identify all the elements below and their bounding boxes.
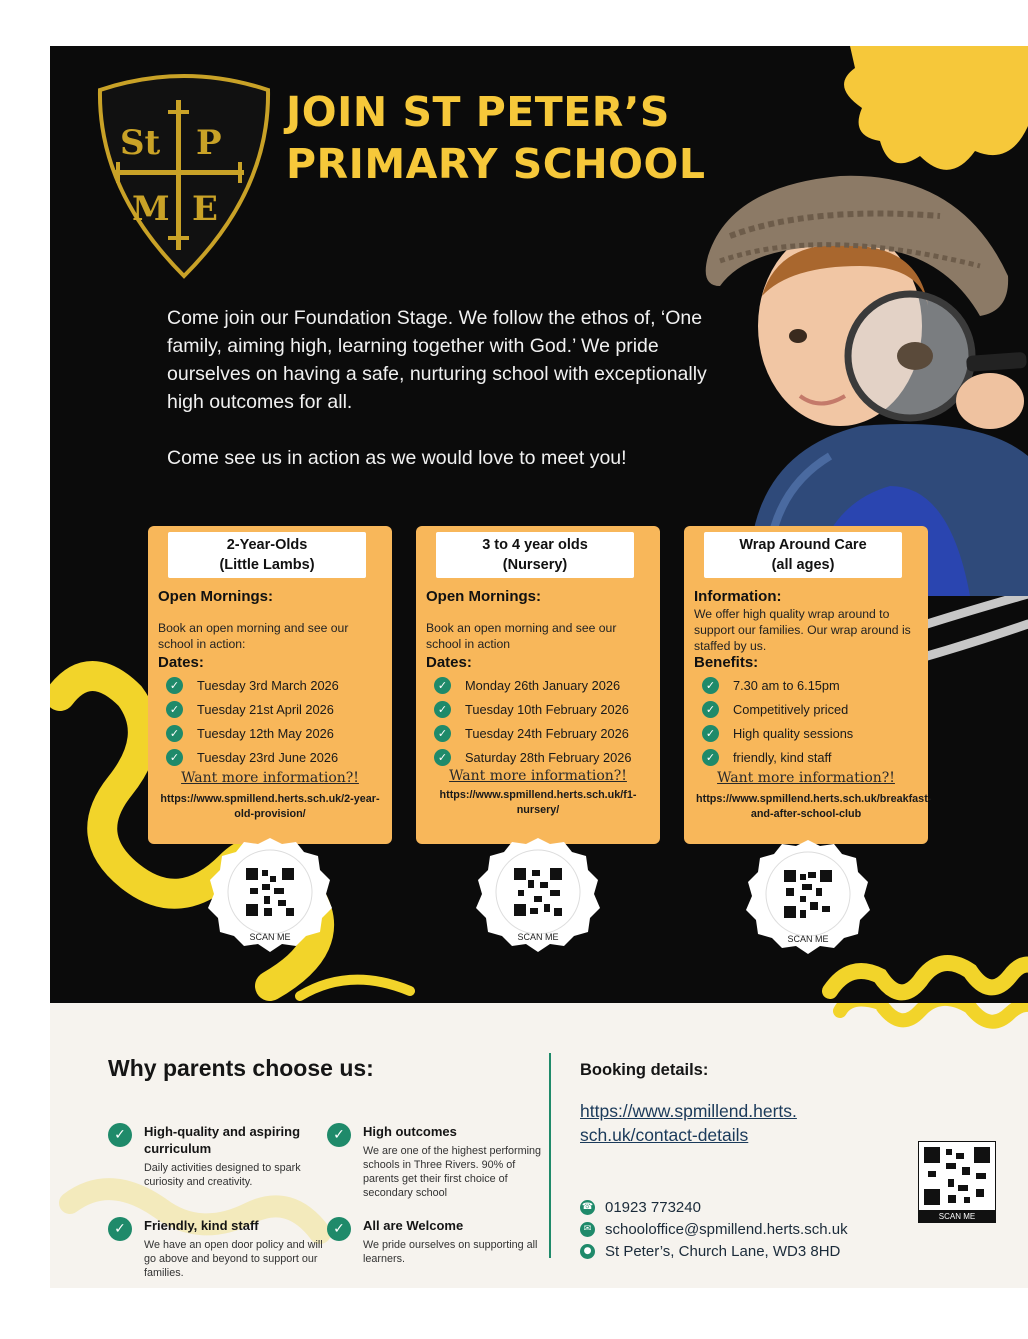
check-icon: ✓	[702, 749, 719, 766]
check-icon: ✓	[166, 677, 183, 694]
card-list-title: Benefits:	[694, 654, 759, 671]
scan-me-label: SCAN ME	[249, 932, 291, 942]
card-title-line-2: (Nursery)	[502, 557, 568, 573]
phone-row[interactable]	[580, 1199, 910, 1216]
list-item: ✓ friendly, kind staff	[702, 745, 853, 769]
card-section-title: Information:	[694, 588, 782, 605]
feature-text: We pride ourselves on supporting all learners.	[363, 1239, 538, 1265]
check-icon: ✓	[166, 701, 183, 718]
location-pin-icon: ●	[580, 1244, 595, 1259]
email-row[interactable]	[580, 1221, 910, 1238]
feature-title: Friendly, kind staff	[144, 1218, 259, 1233]
feature-welcome	[333, 1217, 543, 1266]
check-icon: ✓	[327, 1217, 351, 1241]
title-line-2: PRIMARY SCHOOL	[286, 140, 706, 188]
svg-text:St: St	[120, 123, 161, 163]
more-info-link[interactable]: Want more information?!	[717, 770, 895, 786]
card-section-title: Open Mornings:	[158, 588, 273, 605]
qr-badge-nursery[interactable]	[468, 836, 608, 956]
card-url-link[interactable]: https://www.spmillend.herts.sch.uk/breakfast-and-after-school-club	[696, 793, 932, 820]
more-info-link[interactable]: Want more information?!	[449, 768, 627, 784]
title-line-1: JOIN ST PETER’S	[286, 88, 670, 136]
email-address: schooloffice@spmillend.herts.sch.uk	[605, 1221, 848, 1238]
check-icon: ✓	[702, 725, 719, 742]
feature-title: High-quality and aspiring curriculum	[144, 1124, 301, 1156]
phone-number: 01923 773240	[605, 1199, 701, 1216]
check-icon: ✓	[434, 701, 451, 718]
address-row	[580, 1243, 910, 1260]
poster	[50, 46, 1028, 1288]
card-header	[704, 532, 902, 578]
qr-badge-wrap-around-care[interactable]	[738, 838, 878, 958]
contact-details-link[interactable]: https://www.spmillend.herts. sch.uk/contact-details	[580, 1101, 797, 1145]
card-section-title: Open Mornings:	[426, 588, 541, 605]
card-header	[436, 532, 634, 578]
check-icon: ✓	[702, 701, 719, 718]
check-icon: ✓	[434, 749, 451, 766]
card-list-title: Dates:	[426, 654, 472, 671]
check-icon: ✓	[434, 725, 451, 742]
feature-text: Daily activities designed to spark curiosity and creativity.	[144, 1162, 301, 1188]
list-item: ✓ Tuesday 12th May 2026	[166, 721, 339, 745]
card-description: We offer high quality wrap around to support our families. Our wrap around is staffed by us.	[694, 607, 911, 653]
info-section	[50, 1003, 1028, 1288]
check-icon: ✓	[434, 677, 451, 694]
list-item: ✓ 7.30 am to 6.15pm	[702, 673, 853, 697]
intro-text	[167, 304, 727, 472]
more-info-link[interactable]: Want more information?!	[181, 770, 359, 786]
card-title-line-1: 3 to 4 year olds	[482, 537, 588, 553]
booking-qr-code[interactable]	[918, 1141, 996, 1225]
card-title-line-2: (Little Lambs)	[219, 557, 315, 573]
svg-text:P: P	[196, 123, 222, 163]
card-description: Book an open morning and see our school in action:	[158, 621, 349, 651]
email-icon: ✉	[580, 1222, 595, 1237]
feature-staff	[114, 1217, 324, 1280]
page-title	[286, 86, 705, 190]
intro-paragraph-1: Come join our Foundation Stage. We follow the ethos of, ‘One family, aiming high, learning together with God.’ We pride ourselves on having a safe, nurturing school with exceptionally high outcomes for all.	[167, 307, 707, 413]
intro-paragraph-2: Come see us in action as we would love to meet you!	[167, 447, 627, 469]
list-item: ✓ Tuesday 21st April 2026	[166, 697, 339, 721]
list-item: ✓ Tuesday 10th February 2026	[434, 697, 631, 721]
qr-badge-two-year-olds[interactable]	[200, 836, 340, 956]
card-list-title: Dates:	[158, 654, 204, 671]
card-header	[168, 532, 366, 578]
list-item: ✓ Tuesday 24th February 2026	[434, 721, 631, 745]
feature-outcomes	[333, 1123, 543, 1200]
svg-text:E: E	[192, 189, 218, 229]
benefits-list	[702, 673, 853, 769]
check-icon: ✓	[702, 677, 719, 694]
feature-text: We have an open door policy and will go above and beyond to support our families.	[144, 1239, 323, 1279]
card-title-line-2: (all ages)	[771, 557, 835, 573]
card-url-link[interactable]: https://www.spmillend.herts.sch.uk/f1-nursery/	[439, 789, 637, 816]
list-item: ✓ Monday 26th January 2026	[434, 673, 631, 697]
booking-title: Booking details:	[580, 1061, 709, 1079]
scan-me-label: SCAN ME	[787, 934, 829, 944]
scan-me-label: SCAN ME	[517, 932, 559, 942]
list-item: ✓ Saturday 28th February 2026	[434, 745, 631, 769]
scan-me-label: SCAN ME	[918, 1211, 996, 1223]
school-crest-logo	[94, 70, 274, 282]
card-two-year-olds	[148, 526, 392, 844]
list-item: ✓ Competitively priced	[702, 697, 853, 721]
hero-section	[50, 46, 1028, 1003]
card-wrap-around-care	[684, 526, 932, 844]
list-item: ✓ Tuesday 23rd June 2026	[166, 745, 339, 769]
dates-list	[434, 673, 631, 769]
section-divider	[549, 1053, 551, 1258]
check-icon: ✓	[108, 1217, 132, 1241]
feature-title: All are Welcome	[363, 1218, 464, 1233]
list-item: ✓ Tuesday 3rd March 2026	[166, 673, 339, 697]
svg-text:M: M	[132, 189, 170, 229]
why-choose-title: Why parents choose us:	[108, 1055, 374, 1081]
feature-curriculum	[114, 1123, 324, 1189]
list-item: ✓ High quality sessions	[702, 721, 853, 745]
card-title-line-1: 2-Year-Olds	[226, 537, 308, 553]
card-description: Book an open morning and see our school in action	[426, 621, 617, 651]
feature-text: We are one of the highest performing schools in Three Rivers. 90% of parents get their first choice of secondary school	[363, 1145, 542, 1199]
qr-code-icon	[918, 1141, 996, 1211]
phone-icon: ☎	[580, 1200, 595, 1215]
card-nursery	[416, 526, 660, 844]
feature-title: High outcomes	[363, 1124, 457, 1139]
check-icon: ✓	[327, 1123, 351, 1147]
address-text: St Peter’s, Church Lane, WD3 8HD	[605, 1243, 841, 1260]
check-icon: ✓	[108, 1123, 132, 1147]
card-title-line-1: Wrap Around Care	[739, 537, 867, 553]
check-icon: ✓	[166, 725, 183, 742]
dates-list	[166, 673, 339, 769]
card-url-link[interactable]: https://www.spmillend.herts.sch.uk/2-year-old-provision/	[160, 793, 380, 820]
check-icon: ✓	[166, 749, 183, 766]
